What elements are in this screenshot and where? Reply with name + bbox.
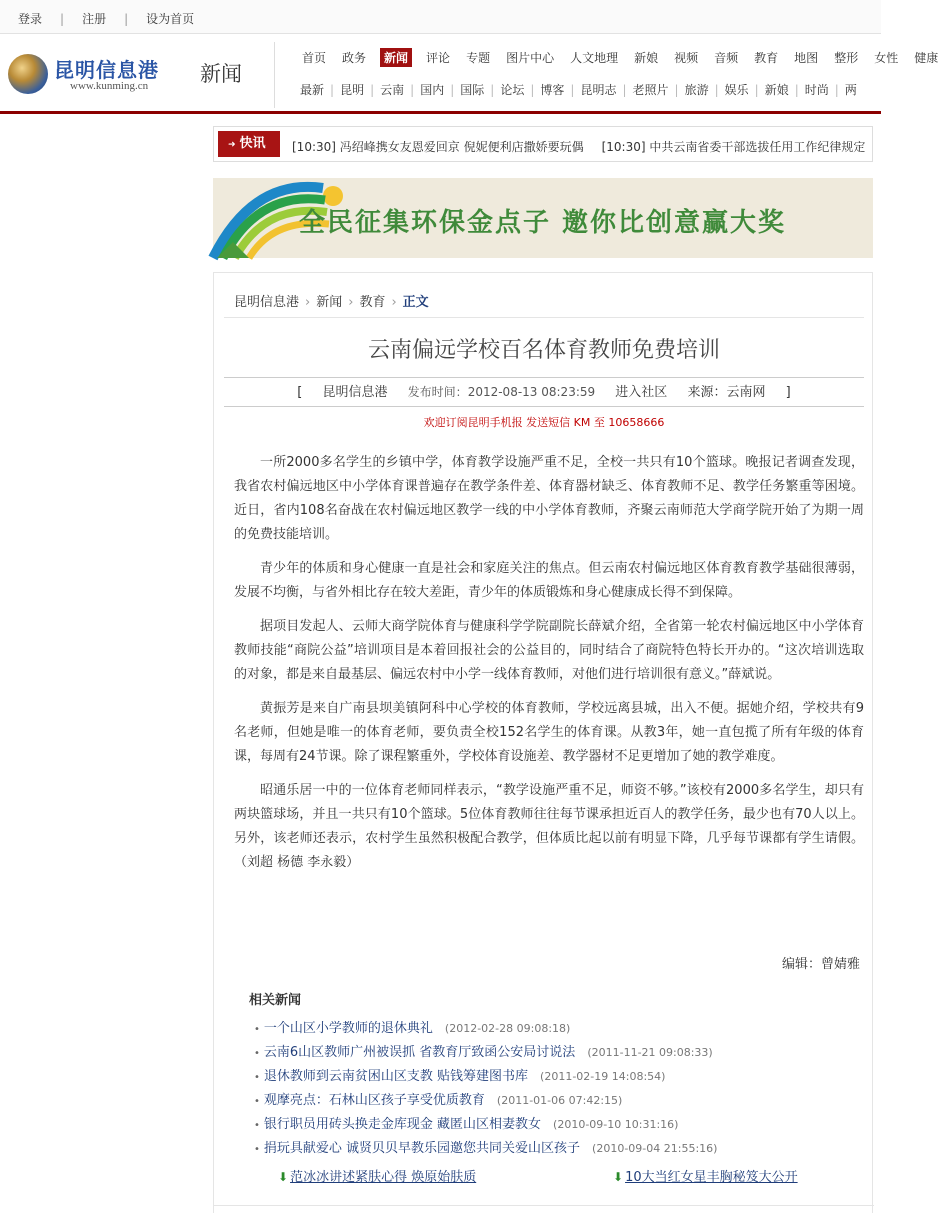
nav-primary-item[interactable]: 健康 [914, 51, 939, 65]
site-header [0, 34, 939, 114]
related-news-link[interactable]: 银行职员用砖头换走金库现金 藏匿山区相妻教女 [263, 1117, 542, 1132]
nav-primary-item[interactable]: 视频 [674, 51, 699, 65]
related-news-list [254, 1017, 717, 1161]
meta-open-bracket: [ [297, 385, 303, 400]
article-paragraph: 一所2000多名学生的乡镇中学，体育教学设施严重不足，全校一共只有10个篮球。晚报记者调查发现，我省农村偏远地区中小学体育课普遍存在教学条件差、体育器材缺乏、体育教师不足、教学任务繁重等困境。近日，省内108名奋战在农村偏远地区教学一线的中小学体育教师，齐聚云南师范大学商学院开始了为期一周的免费技能培训。 [234, 455, 864, 542]
logo-text: 昆明信息港 [54, 58, 159, 82]
site-logo[interactable] [8, 52, 188, 102]
nav-separator: | [754, 83, 759, 97]
nav-primary-item[interactable]: 音频 [714, 51, 739, 65]
meta-source-value: 云南网 [726, 385, 766, 400]
breadcrumb-item[interactable]: 新闻 [316, 295, 343, 310]
ad-banner[interactable] [213, 178, 873, 258]
nav-secondary-item[interactable]: 老照片 [632, 83, 669, 97]
nav-secondary-item[interactable]: 时尚 [804, 83, 829, 97]
article-editor: 编辑：曾婧雅 [781, 957, 860, 972]
meta-community-link[interactable]: 进入社区 [615, 385, 668, 400]
bullet-icon: • [254, 1048, 260, 1059]
top-links [18, 10, 194, 27]
bullet-icon: • [254, 1096, 260, 1107]
nav-primary-item[interactable]: 专题 [466, 51, 491, 65]
nav-separator: | [410, 83, 415, 97]
ticker-label [218, 131, 280, 157]
nav-primary-item[interactable]: 新娘 [634, 51, 659, 65]
nav-secondary-item[interactable]: 两 [844, 83, 857, 97]
related-news-link[interactable]: 退休教师到云南贫困山区支教 贴钱筹建图书库 [263, 1069, 529, 1084]
divider [224, 317, 864, 318]
divider [214, 1205, 874, 1206]
bottom-link-2[interactable] [613, 1166, 798, 1185]
nav-secondary-item[interactable]: 国际 [460, 83, 485, 97]
ticker-label-text: 快讯 [239, 136, 266, 151]
nav-separator: | [570, 83, 575, 97]
bullet-icon: • [254, 1120, 260, 1131]
nav-primary-item[interactable]: 女性 [874, 51, 899, 65]
nav-separator: | [370, 83, 375, 97]
related-news-item [254, 1089, 717, 1113]
primary-nav [300, 48, 952, 67]
related-news-item [254, 1113, 717, 1137]
related-news-date: (2011-02-19 14:08:54) [540, 1070, 666, 1083]
bottom-link-text: 10大当红女星丰胸秘笈大公开 [625, 1170, 798, 1185]
set-home-link[interactable]: 设为首页 [146, 12, 195, 26]
related-news-date: (2011-01-06 07:42:15) [496, 1094, 623, 1107]
meta-source [687, 385, 765, 400]
globe-icon [8, 54, 48, 94]
related-news-link[interactable]: 捐玩具献爱心 诚贤贝贝早教乐园邀您共同关爱山区孩子 [263, 1141, 581, 1156]
nav-primary-item[interactable]: 图片中心 [506, 51, 555, 65]
related-news-link[interactable]: 观摩亮点：石林山区孩子享受优质教育 [263, 1093, 485, 1108]
register-link[interactable]: 注册 [82, 12, 107, 26]
article-paragraph: 昭通乐居一中的一位体育老师同样表示，“教学设施严重不足，师资不够。”该校有2000多名学生，却只有两块篮球场，并且一共只有10个篮球。5位体育教师往往每节课承担近百人的教学任务，最少也有70人以上。另外，该老师还表示，农村学生虽然积极配合教学，但体质比起以前有明显下降，几乎每节课都有学生请假。（刘超 杨德 李永毅） [234, 783, 864, 870]
nav-separator: | [490, 83, 495, 97]
top-separator: | [124, 12, 129, 26]
nav-secondary-item[interactable]: 娱乐 [724, 83, 749, 97]
nav-separator: | [622, 83, 627, 97]
nav-primary-item[interactable]: 人文地理 [570, 51, 619, 65]
article-title: 云南偏远学校百名体育教师免费培训 [367, 338, 720, 363]
meta-site-link[interactable]: 昆明信息港 [322, 385, 388, 400]
subscribe-promo[interactable]: 欢迎订阅昆明手机报 发送短信 KM 至 10658666 [423, 416, 665, 429]
nav-primary-item[interactable]: 地图 [794, 51, 819, 65]
related-news-title: 相关新闻 [249, 993, 302, 1008]
chevron-right-icon: › [348, 295, 354, 310]
related-news-date: (2010-09-04 21:55:16) [592, 1142, 718, 1155]
related-news-item [254, 1041, 717, 1065]
nav-secondary-item[interactable]: 博客 [540, 83, 565, 97]
nav-separator: | [714, 83, 719, 97]
arrow-right-icon: ➜ [228, 140, 236, 150]
breadcrumb-item[interactable]: 教育 [359, 295, 386, 310]
download-arrow-icon: ⬇ [278, 1170, 289, 1184]
related-news-date: (2012-02-28 09:08:18) [444, 1022, 571, 1035]
nav-secondary-item[interactable]: 昆明 [340, 83, 365, 97]
top-bar [0, 0, 881, 34]
nav-secondary-item[interactable]: 新娘 [764, 83, 789, 97]
article-paragraph: 青少年的体质和身心健康一直是社会和家庭关注的焦点。但云南农村偏远地区体育教育教学基础很薄弱，发展不均衡，与省外相比存在较大差距，青少年的体质锻炼和身心健康成长得不到保障。 [234, 561, 864, 600]
chevron-right-icon: › [391, 295, 397, 310]
meta-publish-time [408, 385, 595, 399]
ticker-items [292, 138, 870, 155]
nav-separator: | [330, 83, 335, 97]
breadcrumb-current: 正文 [402, 295, 429, 310]
article-body [234, 451, 864, 885]
news-ticker [213, 126, 873, 162]
related-news-link[interactable]: 一个山区小学教师的退休典礼 [263, 1021, 433, 1036]
meta-close-bracket: ] [785, 385, 791, 400]
meta-time-label: 发布时间： [407, 385, 468, 399]
bullet-icon: • [254, 1024, 260, 1035]
nav-separator: | [834, 83, 839, 97]
nav-secondary-item[interactable]: 昆明志 [580, 83, 617, 97]
nav-secondary-item[interactable]: 论坛 [500, 83, 525, 97]
login-link[interactable]: 登录 [18, 12, 43, 26]
section-title: 新闻 [200, 62, 242, 86]
bottom-link-text: 范冰冰讲述紧肤心得 焕原始肤质 [290, 1170, 477, 1185]
nav-separator: | [674, 83, 679, 97]
nav-primary-item[interactable]: 整形 [834, 51, 859, 65]
article-meta [224, 377, 864, 407]
top-separator: | [60, 12, 65, 26]
nav-secondary-item[interactable]: 旅游 [684, 83, 709, 97]
nav-primary-item[interactable]: 教育 [754, 51, 779, 65]
bottom-link-1[interactable] [278, 1166, 476, 1185]
nav-primary-item[interactable]: 评论 [426, 51, 451, 65]
breadcrumb-item[interactable]: 昆明信息港 [234, 295, 300, 310]
nav-separator: | [794, 83, 799, 97]
header-divider [274, 42, 275, 108]
nav-primary-item[interactable]: 新闻 [380, 48, 412, 67]
secondary-nav [300, 81, 857, 98]
meta-source-label: 来源： [687, 385, 727, 400]
breadcrumb [234, 291, 429, 310]
chevron-right-icon: › [305, 295, 311, 310]
related-news-item [254, 1017, 717, 1041]
logo-url: www.kunming.cn [70, 80, 149, 92]
article-paragraph: 据项目发起人、云师大商学院体育与健康科学学院副院长薛斌介绍，全省第一轮农村偏远地区中小学体育教师技能“商院公益”培训项目是本着回报社会的公益目的，同时结合了商院特色特长开办的。“这次培训选取的对象，都是来自最基层、偏远农村中小学一线体育教师，对他们进行培训很有意义。”薛斌说。 [234, 619, 864, 682]
bullet-icon: • [254, 1144, 260, 1155]
related-news-date: (2010-09-10 10:31:16) [553, 1118, 679, 1131]
related-news-item [254, 1065, 717, 1089]
article-container [213, 272, 873, 1213]
nav-primary-item[interactable]: 政务 [342, 51, 367, 65]
related-news-item [254, 1137, 717, 1161]
nav-separator: | [530, 83, 535, 97]
ticker-item[interactable]: [10:30] 冯绍峰携女友恩爱回京 倪妮便利店撒娇要玩偶 [292, 140, 584, 154]
banner-text: 全民征集环保金点子 邀你比创意赢大奖 [299, 208, 787, 238]
nav-primary-item[interactable]: 首页 [302, 51, 327, 65]
meta-time-value: 2012-08-13 08:23:59 [467, 385, 596, 399]
nav-secondary-item[interactable]: 国内 [420, 83, 445, 97]
nav-secondary-item[interactable]: 云南 [380, 83, 405, 97]
article-paragraph: 黄振芳是来自广南县坝美镇阿科中心学校的体育教师，学校远离县城，出入不便。据她介绍，学校共有9名老师，但她是唯一的体育老师，要负责全校152名学生的体育课。从教3年，她一直包揽了所有年级的体育课，每周有24节课。除了课程繁重外，学校体育设施差、教学器材不足更增加了她的教学难度。 [234, 701, 864, 764]
download-arrow-icon: ⬇ [613, 1170, 624, 1184]
nav-secondary-item[interactable]: 最新 [300, 83, 325, 97]
related-news-date: (2011-11-21 09:08:33) [587, 1046, 713, 1059]
related-news-link[interactable]: 云南6山区教师广州被误抓 省教育厅致函公安局讨说法 [263, 1045, 576, 1060]
bullet-icon: • [254, 1072, 260, 1083]
nav-separator: | [450, 83, 455, 97]
ticker-item[interactable]: [10:30] 中共云南省委干部选拔任用工作纪律规定 [601, 140, 866, 154]
